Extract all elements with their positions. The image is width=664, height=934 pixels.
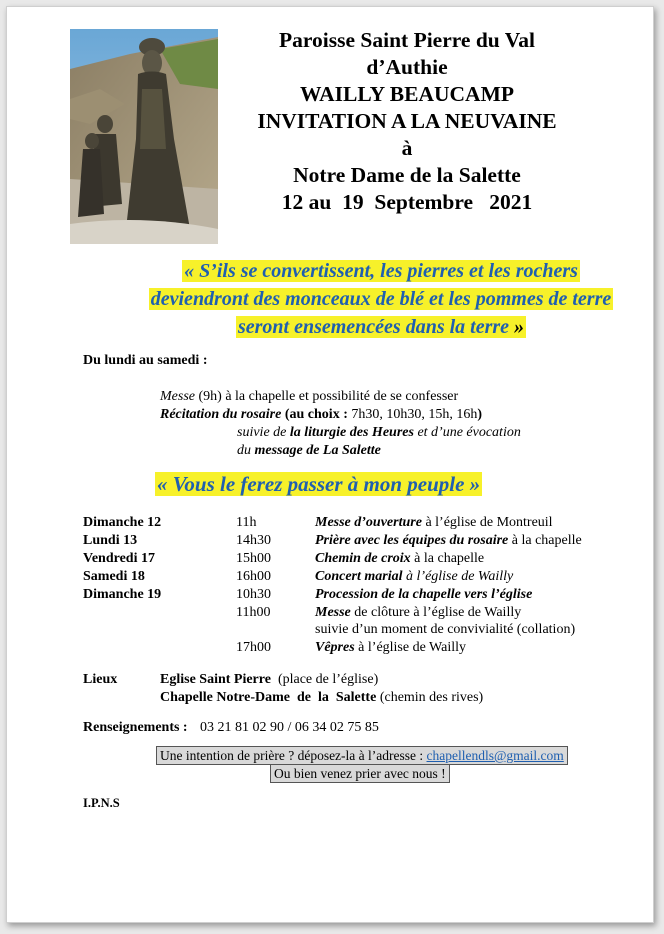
title-line-a: à — [401, 136, 413, 160]
intention-text: Une intention de prière ? déposez-la à l’adresse : — [160, 748, 427, 763]
schedule-row — [83, 568, 643, 586]
schedule-activity — [315, 514, 553, 532]
schedule-activity — [315, 532, 582, 550]
schedule-day: Samedi 18 — [83, 568, 145, 584]
schedule-activity — [315, 604, 521, 622]
schedule-activity-place: suivie d’un moment de convivialité (collation) — [315, 622, 576, 638]
schedule-activity-place: de clôture à l’église de Wailly — [350, 604, 522, 620]
messe-label: Messe — [160, 389, 195, 404]
schedule-activity-place: à la chapelle — [508, 532, 582, 548]
rosaire-choice: (au choix : — [281, 407, 348, 422]
schedule-activity-place: à la chapelle — [410, 550, 485, 566]
rosaire-label: Récitation du rosaire — [160, 407, 282, 422]
schedule-activity — [315, 639, 466, 657]
schedule-row — [83, 514, 643, 532]
schedule-activity-place: à l’église de Wailly — [354, 640, 467, 656]
schedule-time: 14h30 — [236, 532, 271, 548]
messe-rest: (9h) à la chapelle et possibilité de se confesser — [195, 389, 459, 404]
title-line-parish: Paroisse Saint Pierre du Val — [278, 28, 536, 52]
schedule-row — [83, 532, 643, 550]
title-line-dates: 12 au 19 Septembre 2021 — [281, 190, 533, 214]
footer-ipns: I.P.N.S — [83, 796, 120, 810]
schedule-row — [83, 604, 643, 622]
schedule-activity-title: Prière avec les équipes du rosaire — [315, 532, 509, 548]
title-line-authie: d’Authie — [366, 55, 448, 79]
schedule-time: 16h00 — [236, 568, 271, 584]
suivie-suffix: et d’une évocation — [413, 425, 521, 440]
schedule-activity-place: à l’église de Montreuil — [421, 515, 553, 530]
schedule-time: 10h30 — [236, 586, 271, 602]
weekday-messe — [160, 388, 458, 406]
intention-box — [156, 746, 568, 765]
rosaire-times: 7h30, 10h30, 15h, 16h — [347, 407, 478, 422]
schedule-activity — [315, 621, 575, 639]
schedule-activity-title: Chemin de croix — [315, 550, 411, 566]
title-line-notre-dame: Notre Dame de la Salette — [293, 163, 521, 187]
renseignements-phones: 03 21 81 02 90 / 06 34 02 75 85 — [200, 720, 379, 735]
lieux-label: Lieux — [83, 672, 118, 687]
weekday-rosaire — [160, 406, 482, 424]
schedule-day: Lundi 13 — [83, 532, 138, 548]
lieu-eglise-name: Eglise Saint Pierre — [160, 672, 271, 687]
renseignements-label: Renseignements : — [83, 720, 188, 735]
suivie-prefix: suivie de — [237, 425, 290, 440]
statue-photo — [70, 29, 218, 244]
quote-peuple-text: « Vous le ferez passer à mon peuple » — [157, 472, 481, 496]
schedule-time: 17h00 — [236, 640, 271, 656]
lieu-chapelle-name: Chapelle Notre-Dame de la Salette — [160, 690, 377, 705]
schedule-day: Dimanche 19 — [83, 586, 162, 602]
rosaire-close: ) — [477, 407, 483, 422]
schedule-row — [83, 550, 643, 568]
intention-email-link[interactable]: chapellendls@gmail.com — [426, 748, 564, 763]
quote-text: S’ils se convertissent, les pierres et les rochers deviendront des monceaux de blé et les pommes de terre seront ensemencées dans la terre — [150, 260, 612, 338]
lieu-chapelle-address: (chemin des rives) — [376, 690, 484, 705]
quote-highlight — [149, 260, 613, 338]
intention-invite: Ou bien venez prier avec nous ! — [270, 764, 450, 783]
quote-peuple — [155, 472, 482, 497]
lieu-eglise-address: (place de l’église) — [270, 672, 379, 687]
weekday-title: Du lundi au samedi : — [83, 353, 208, 368]
schedule-row — [83, 639, 643, 657]
schedule-activity-title: Procession de la chapelle vers l’église — [315, 586, 533, 602]
title-line-town: WAILLY BEAUCAMP — [299, 82, 515, 106]
schedule-time: 11h00 — [236, 604, 271, 620]
quote-open: « — [184, 260, 200, 282]
du-prefix: du — [237, 443, 255, 458]
quote-salette — [143, 257, 619, 341]
schedule-activity — [315, 586, 532, 604]
lieu-chapelle — [160, 689, 483, 707]
schedule-time: 15h00 — [236, 550, 271, 566]
schedule-activity-title: Messe d’ouverture — [315, 515, 422, 530]
schedule-activity — [315, 550, 484, 568]
schedule-day: Vendredi 17 — [83, 550, 155, 566]
schedule-row — [83, 621, 643, 639]
schedule-row — [83, 586, 643, 604]
schedule-activity-place: à l’église de Wailly — [402, 568, 514, 584]
weekday-message — [237, 442, 381, 460]
lieu-eglise — [160, 671, 378, 689]
schedule-time: 11h — [236, 515, 257, 530]
schedule-activity-title: Messe — [315, 604, 351, 620]
message-bold: message de La Salette — [254, 443, 381, 458]
quote-close: » — [509, 316, 525, 338]
schedule-activity-title: Concert marial — [315, 568, 403, 584]
schedule-activity-title: Vêpres — [315, 640, 355, 656]
schedule-day: Dimanche 12 — [83, 515, 162, 530]
header-title — [227, 27, 587, 216]
schedule-activity — [315, 568, 513, 586]
liturgie-bold: la liturgie des Heures — [289, 425, 414, 440]
weekday-liturgie — [237, 424, 521, 442]
title-line-invitation: INVITATION A LA NEUVAINE — [257, 109, 557, 133]
flyer-page — [6, 6, 654, 923]
